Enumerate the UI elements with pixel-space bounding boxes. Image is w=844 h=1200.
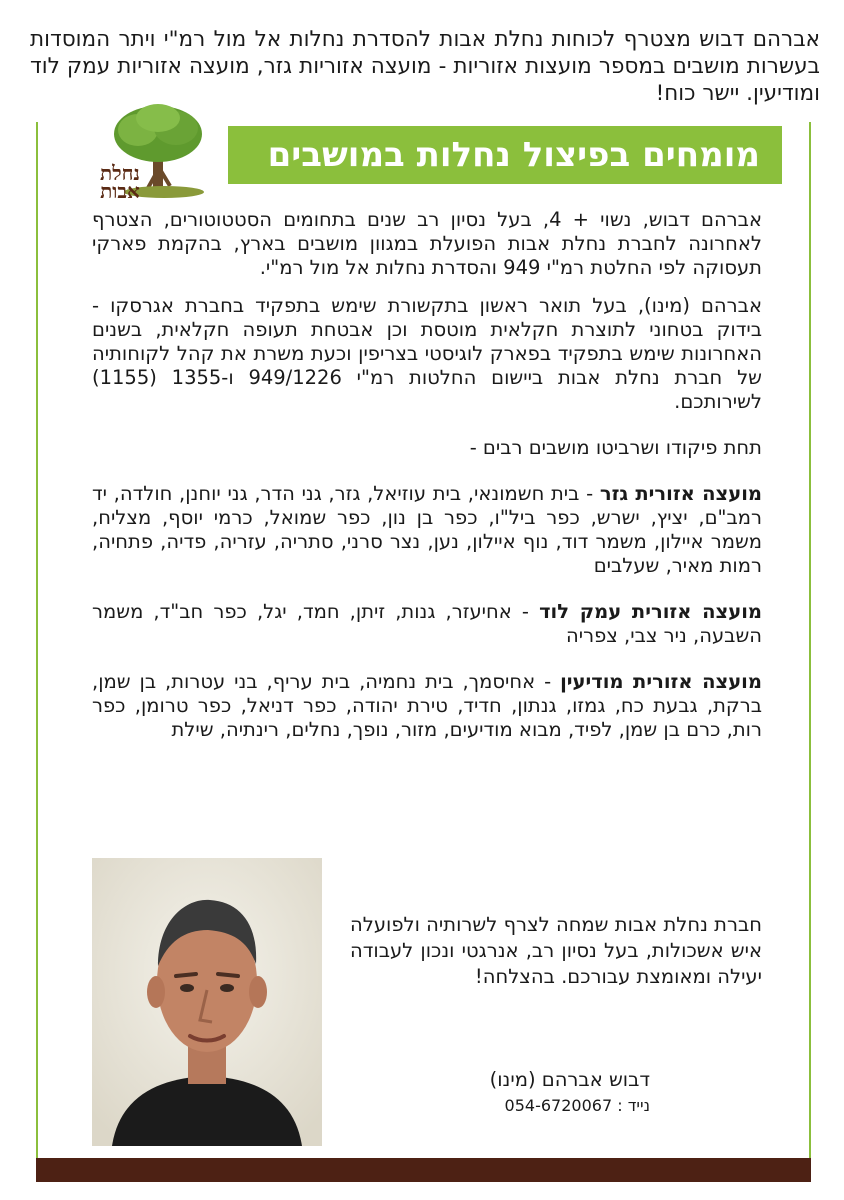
council-name: מועצה אזורית גזר <box>599 482 763 505</box>
council-name: מועצה אזורית עמק לוד <box>539 600 763 623</box>
logo-word-1: נחלת <box>100 161 140 185</box>
paragraph-intro-moshavim: תחת פיקודו ושרביטו מושבים רבים - <box>469 436 762 459</box>
article-body <box>92 208 762 756</box>
signature-name: דבוש אברהם (מינו) <box>489 1068 650 1091</box>
banner-title: מומחים בפיצול נחלות במושבים <box>228 126 782 184</box>
paragraph-background: אברהם (מינו), בעל תואר ראשון בתקשורת שימש בתפקיד בחברת אגרסקו - בידוק בטחוני לתוצרת חקלאית מוטסת וכן אבטחת תעופה חקלאית, בשנים האחרונות שימש בתפקיד בפארק לוגיסטי בצריפין וכעת משרת את קהל לקוחותיה של חברת נחלת אבות ביישום החלטות רמ"י 949/1226 ו-1355 (1155) לשירותכם. <box>92 294 762 413</box>
intro-text: אברהם דבוש מצטרף לכוחות נחלת אבות להסדרת נחלות אל מול רמ"י ויתר המוסדות בעשרות מושבים במספר מועצות אזוריות - מועצה אזוריות גזר, מועצה אזוריות עמק לוד ומודיעין. יישר כוח! <box>30 27 820 106</box>
council-moshavim: בית חשמונאי, בית עוזיאל, גזר, גני הדר, גני יוחנן, חולדה, יד רמב"ם, יציץ, ישרש, כפר ביל"ו, כפר בן נון, כפר שמואל, כרמי יוסף, מצליח, משמר איילון, משמר דוד, נוף איילון, נען, נצר סרני, סתריה, עזריה, פדיה, פתחיה, רמות מאיר, שעלבים <box>92 482 762 577</box>
phone-label: נייד : <box>617 1096 650 1115</box>
council-name: מועצה אזורית מודיעין <box>560 670 762 693</box>
footer-bar <box>36 1158 811 1182</box>
nahalat-avot-logo <box>98 100 212 200</box>
closing-text: חברת נחלת אבות שמחה לצרף לשרותיה ולפועלה איש אשכולות, בעל נסיון רב, אנרגטי ונכון לעבודה יעילה ומאומצת עבורכם. בהצלחה! <box>350 913 762 988</box>
council-gezer: מועצה אזורית גזר - בית חשמונאי, בית עוזיאל, גזר, גני הדר, גני יוחנן, חולדה, יד רמב"ם, יציץ, ישרש, כפר ביל"ו, כפר בן נון, כפר שמואל, כרמי יוסף, מצליח, משמר איילון, משמר דוד, נוף איילון, נען, נצר סרני, סתריה, עזריה, פדיה, פתחיה, רמות מאיר, שעלבים <box>92 482 763 577</box>
paragraph-bio: אברהם דבוש, נשוי + 4, בעל נסיון רב שנים בתחומים הסטטוטורים, הצטרף לאחרונה לחברת נחלת אבות הפועלת במגוון מושבים בארץ, בהקמת פארקי תעסוקה לפי החלטת רמ"י 949 והסדרת נחלות אל מול רמ"י. <box>92 208 762 279</box>
logo-word-2: אבות <box>100 179 140 200</box>
portrait-photo <box>92 858 322 1146</box>
council-modiin: מועצה אזורית מודיעין - אחיסמך, בית נחמיה, בית עריף, בני עטרות, בן שמן, ברקת, גבעת כח, גמזו, גנתון, חדיד, טירת יהודה, כפר דניאל, כפר טרומן, כפר רות, כרם בן שמן, לפיד, מבוא מודיעים, מזור, נופך, נחלים, רינתיה, שילת <box>92 670 762 741</box>
phone-number: 054-6720067 <box>504 1096 613 1115</box>
council-moshavim: אחיעזר, גנות, זיתן, חמד, יגל, כפר חב"ד, משמר השבעה, ניר צבי, צפריה <box>92 600 762 647</box>
phone-line <box>420 1095 650 1117</box>
council-moshavim: אחיסמך, בית נחמיה, בית עריף, בני עטרות, בן שמן, ברקת, גבעת כח, גמזו, גנתון, חדיד, טירת יהודה, כפר דניאל, כפר טרומן, כפר רות, כרם בן שמן, לפיד, מבוא מודיעים, מזור, נופך, נחלים, רינתיה, שילת <box>92 670 762 741</box>
council-emek-lod: מועצה אזורית עמק לוד - אחיעזר, גנות, זיתן, חמד, יגל, כפר חב"ד, משמר השבעה, ניר צבי, צפריה <box>92 600 763 647</box>
